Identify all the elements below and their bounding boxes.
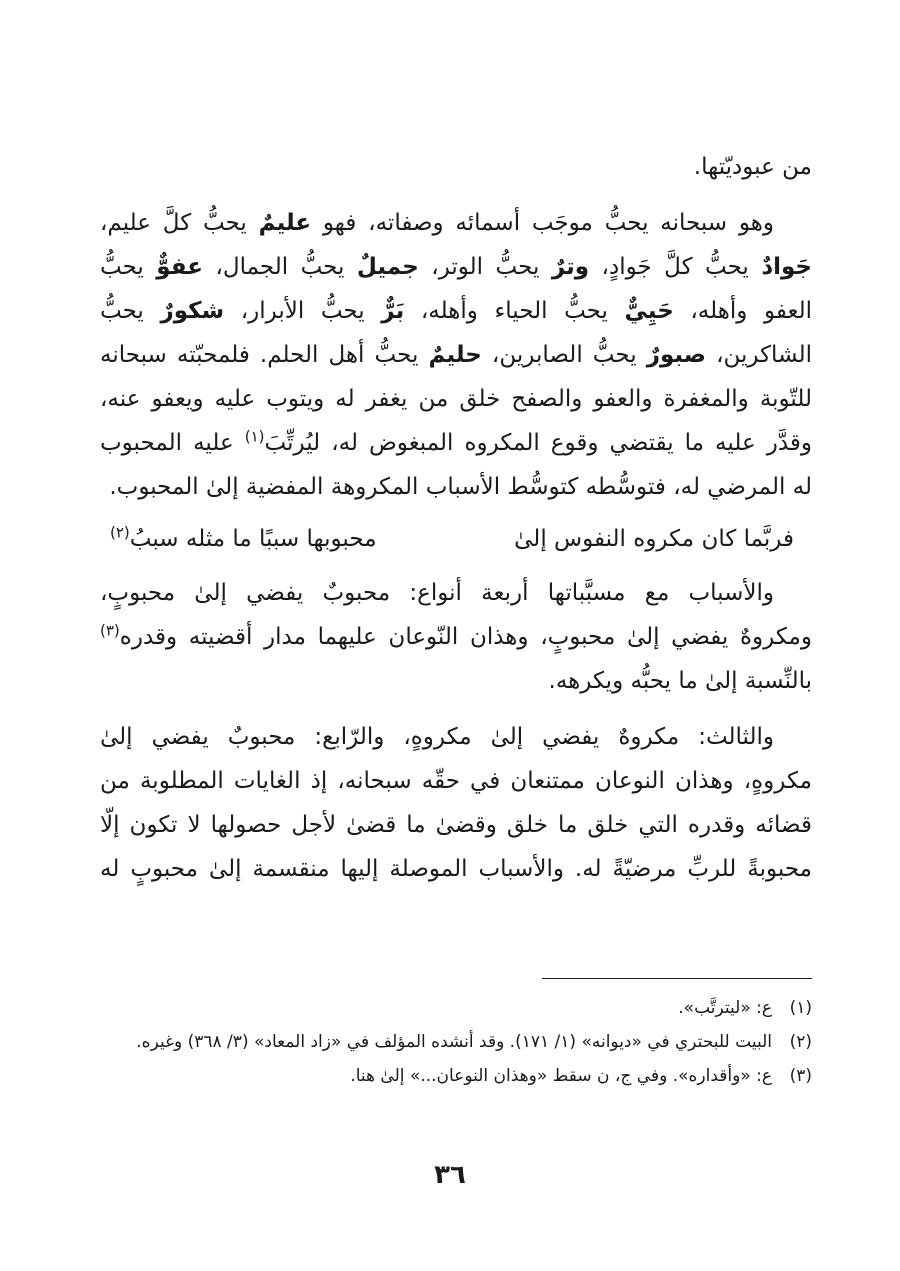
text-line: الشاكرين، صبورٌ يحبُّ الصابرين، حليمٌ يحبُّ أهل الحلم. فلمحبّته سبحانه — [100, 342, 812, 368]
verse-first-hemistich: فربَّما كان مكروه النفوس إلىٰ — [514, 526, 794, 552]
footnote-number: (٢) — [789, 1032, 812, 1052]
footnote — [100, 993, 812, 1023]
text-line: من عبوديّتها. — [693, 154, 812, 180]
verse-second-hemistich: محبوبها سببًا ما مثله سببُ$^{(٢)}$ — [110, 523, 377, 552]
footnote-marker[interactable]: (١) — [244, 427, 265, 446]
footnote-text: ع: «وأقداره». وفي ج، ن سقط «وهذان النوعان...» إلىٰ هنا. — [350, 1066, 772, 1086]
text-line: للتّوبة والمغفرة والعفو والصفح خلق من يغفر له ويتوب عليه ويعفو عنه، — [100, 386, 812, 412]
text-line: وقدَّر عليه ما يقتضي وقوع المكروه المبغوض له، ليُرتِّبَ$^{(١)}$ عليه المحبوب — [100, 427, 812, 456]
footnote-divider — [542, 978, 812, 979]
footnote-text: ع: «ليترتَّب». — [678, 998, 772, 1018]
text-line: ومكروهٌ يفضي إلىٰ محبوبٍ، وهذان النّوعان عليهما مدار أقضيته وقدره$^{(٣)}$ — [100, 621, 812, 650]
text-line: قضائه وقدره التي خلق ما خلق وقضىٰ ما قضىٰ لأجل حصولها لا تكون إلّا — [100, 812, 812, 838]
footnote-number: (١) — [789, 998, 812, 1018]
text-line: محبوبةً للربِّ مرضيّةً له. والأسباب الموصلة إليها منقسمة إلىٰ محبوبٍ له — [100, 856, 812, 882]
text-line: والثالث: مكروهٌ يفضي إلىٰ مكروهٍ، والرّابع: محبوبٌ يفضي إلىٰ — [100, 724, 774, 750]
text-line: بالنِّسبة إلىٰ ما يحبُّه ويكرهه. — [548, 668, 812, 694]
page-number: ٣٦ — [434, 1160, 466, 1190]
footnote-marker[interactable]: (٢) — [110, 523, 130, 542]
text-line: العفو وأهله، حَيِيٌّ يحبُّ الحياء وأهله، بَرٌّ يحبُّ الأبرار، شكورٌ يحبُّ — [100, 298, 812, 324]
text-line: مكروهٍ، وهذان النوعان ممتنعان في حقّه سبحانه، إذ الغايات المطلوبة من — [100, 768, 812, 794]
footnote — [100, 1061, 812, 1091]
text-line: وهو سبحانه يحبُّ موجَب أسمائه وصفاته، فهو عليمٌ يحبُّ كلَّ عليم، — [100, 210, 774, 236]
poetry-verse — [100, 517, 812, 561]
text-line: له المرضي له، فتوسُّطه كتوسُّط الأسباب المكروهة المفضية إلىٰ المحبوب. — [109, 474, 812, 500]
footnote-number: (٣) — [789, 1066, 812, 1086]
footnotes — [100, 978, 812, 1095]
footnote-text: البيت للبحتري في «ديوانه» (١/ ١٧١). وقد أنشده المؤلف في «زاد المعاد» (٣/ ٣٦٨) وغيره. — [136, 1032, 772, 1052]
text-line: جَوادٌ يحبُّ كلَّ جَوادٍ، وترٌ يحبُّ الوتر، جميلٌ يحبُّ الجمال، عفوٌّ يحبُّ — [100, 254, 812, 280]
footnote — [100, 1027, 812, 1057]
footnote-marker[interactable]: (٣) — [100, 621, 120, 640]
text-line: والأسباب مع مسبَّباتها أربعة أنواع: محبوبٌ يفضي إلىٰ محبوبٍ، — [100, 580, 774, 606]
main-text — [100, 145, 812, 891]
